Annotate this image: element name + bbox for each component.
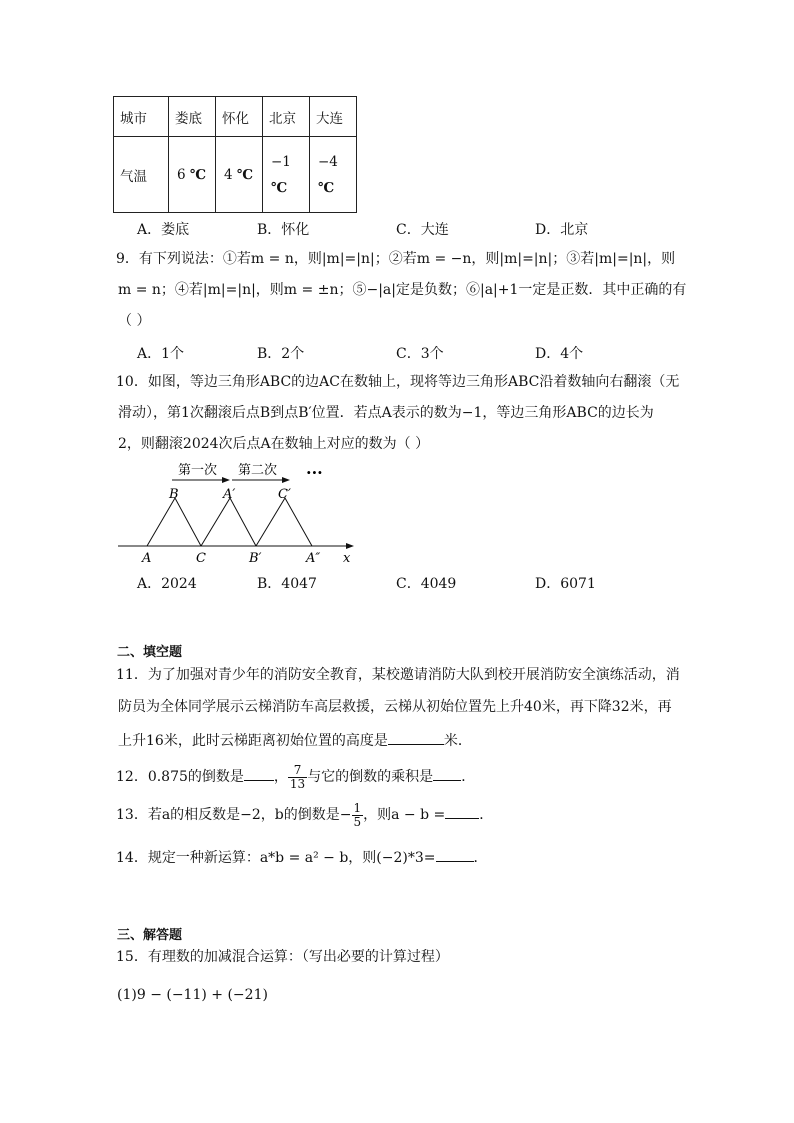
q10-option-a: A．2024 <box>137 576 197 592</box>
temp-unit: ℃ <box>189 166 207 183</box>
q12-fraction <box>288 764 307 791</box>
table-cell <box>216 137 263 213</box>
q11-line3 <box>118 730 472 750</box>
q13-fraction-numerator: 1 <box>353 800 362 815</box>
q10-option-c: C．4049 <box>396 576 457 592</box>
q12-answer-blank-2[interactable] <box>433 766 461 781</box>
q14-text-end: ． <box>473 850 488 866</box>
point-label-c: C <box>196 551 206 566</box>
q8-option-a: A．娄底 <box>137 222 190 238</box>
table-header-cell: 大连 <box>310 97 357 137</box>
arrow-head-1 <box>222 477 230 483</box>
table-header-cell: 北京 <box>263 97 310 137</box>
q8-option-b: B．怀化 <box>257 222 310 238</box>
q11-line3-unit: 米． <box>443 733 472 749</box>
q8-option-c: C．大连 <box>396 222 449 238</box>
temp-value: −1 <box>271 153 291 170</box>
q9-option-d: D．4个 <box>535 346 584 362</box>
q9-line1: 9．有下列说法：①若m = n，则|m|=|n|；②若m = −n，则|m|=|n|；③若|m|=|n|，则 <box>116 251 676 267</box>
triangle-2 <box>201 498 256 546</box>
temp-unit: ℃ <box>236 166 254 183</box>
table-header-cell: 娄底 <box>169 97 216 137</box>
point-label-c-prime: C′ <box>278 487 291 502</box>
table-cell <box>310 137 357 213</box>
q13-text-mid: ，则a − b = <box>363 807 446 823</box>
q9-line3: （ ） <box>118 313 151 329</box>
temperature-table <box>113 96 357 213</box>
continuation-dots: ··· <box>306 463 323 482</box>
table-row-label: 气温 <box>114 137 169 213</box>
q10-line1: 10．如图，等边三角形ABC的边AC在数轴上，现将等边三角形ABC沿着数轴向右翻滚（无 <box>116 374 680 390</box>
axis-arrow-head <box>346 543 354 549</box>
q11-line2: 防员为全体同学展示云梯消防车高层救援，云梯从初始位置先上升40米，再下降32米，再 <box>118 699 672 715</box>
axis-label-x: x <box>343 551 351 566</box>
q10-option-b: B．4047 <box>257 576 317 592</box>
q10-line3: 2，则翻滚2024次后点A在数轴上对应的数为（ ） <box>118 436 430 452</box>
temp-value: 6 <box>177 166 186 183</box>
table-header-cell: 怀化 <box>216 97 263 137</box>
point-label-a-double-prime: A″ <box>306 551 321 566</box>
q12-fraction-denominator: 13 <box>289 776 306 791</box>
q12-text: 12．0.875的倒数是 <box>116 769 244 785</box>
table-cell <box>263 137 310 213</box>
q12-line: 12．0.875的倒数是 ， $\frac{7}{13}$ 与它的倒数的乘积是 ． <box>116 762 476 791</box>
q14-line <box>116 847 488 867</box>
q12-text-mid: 与它的倒数的乘积是 <box>307 769 434 785</box>
point-label-a-prime: A′ <box>223 487 236 502</box>
temp-value: 4 <box>224 166 233 183</box>
q10-line2: 滑动），第1次翻滚后点B到点B′位置．若点A表示的数为−1，等边三角形ABC的边长为 <box>118 405 654 421</box>
q11-answer-blank[interactable] <box>388 730 444 745</box>
q13-fraction <box>352 802 364 829</box>
temp-unit: ℃ <box>271 179 288 196</box>
q11-line3-text: 上升16米，此时云梯距离初始位置的高度是 <box>118 733 388 749</box>
point-label-b: B <box>169 487 179 502</box>
q9-option-c: C．3个 <box>396 346 444 362</box>
q11-line1: 11．为了加强对青少年的消防安全教育，某校邀请消防大队到校开展消防安全演练活动，消 <box>116 667 680 683</box>
q14-answer-blank[interactable] <box>436 847 474 862</box>
q12-fraction-numerator: 7 <box>288 764 307 778</box>
q13-text: 13．若a的相反数是−2，b的倒数是− <box>116 807 352 823</box>
temp-value: −4 <box>318 153 338 170</box>
triangle-1 <box>147 498 201 546</box>
q9-option-a: A．1个 <box>137 346 185 362</box>
triangle-3 <box>256 498 312 546</box>
table-header-row <box>114 97 357 137</box>
point-label-b-prime: B′ <box>249 551 262 566</box>
q13-text-end: ． <box>479 807 494 823</box>
q13-fraction-denominator: 5 <box>353 814 362 829</box>
q13-answer-blank[interactable] <box>445 804 479 819</box>
q15-line1: 15．有理数的加减混合运算：（写出必要的计算过程） <box>116 949 449 965</box>
triangle-rolling-figure <box>110 458 370 570</box>
table-row <box>114 137 357 213</box>
q9-option-b: B．2个 <box>257 346 305 362</box>
q10-option-d: D．6071 <box>535 576 596 592</box>
arrow-head-2 <box>282 477 290 483</box>
section-heading-fill-blank: 二、填空题 <box>117 645 183 660</box>
table-cell <box>169 137 216 213</box>
q12-answer-blank-1[interactable] <box>244 766 274 781</box>
q14-text: 14．规定一种新运算：a*b = a² − b，则(−2)*3= <box>116 850 436 866</box>
point-label-a: A <box>142 551 152 566</box>
q13-line <box>116 800 493 830</box>
q9-line2: m = n；④若|m|=|n|，则m = ±n；⑤−|a|定是负数；⑥|a|+1一定是正数．其中正确的有 <box>118 282 687 298</box>
q8-option-d: D．北京 <box>535 222 589 238</box>
section-heading-solve: 三、解答题 <box>117 928 183 943</box>
temp-unit: ℃ <box>318 179 335 196</box>
arrow-label-2: 第二次 <box>238 463 278 478</box>
arrow-label-1: 第一次 <box>178 463 218 478</box>
q12-text-end: ． <box>461 769 476 785</box>
table-header-cell: 城市 <box>114 97 169 137</box>
q15-sub1: (1)9 − (−11) + (−21) <box>117 987 268 1003</box>
